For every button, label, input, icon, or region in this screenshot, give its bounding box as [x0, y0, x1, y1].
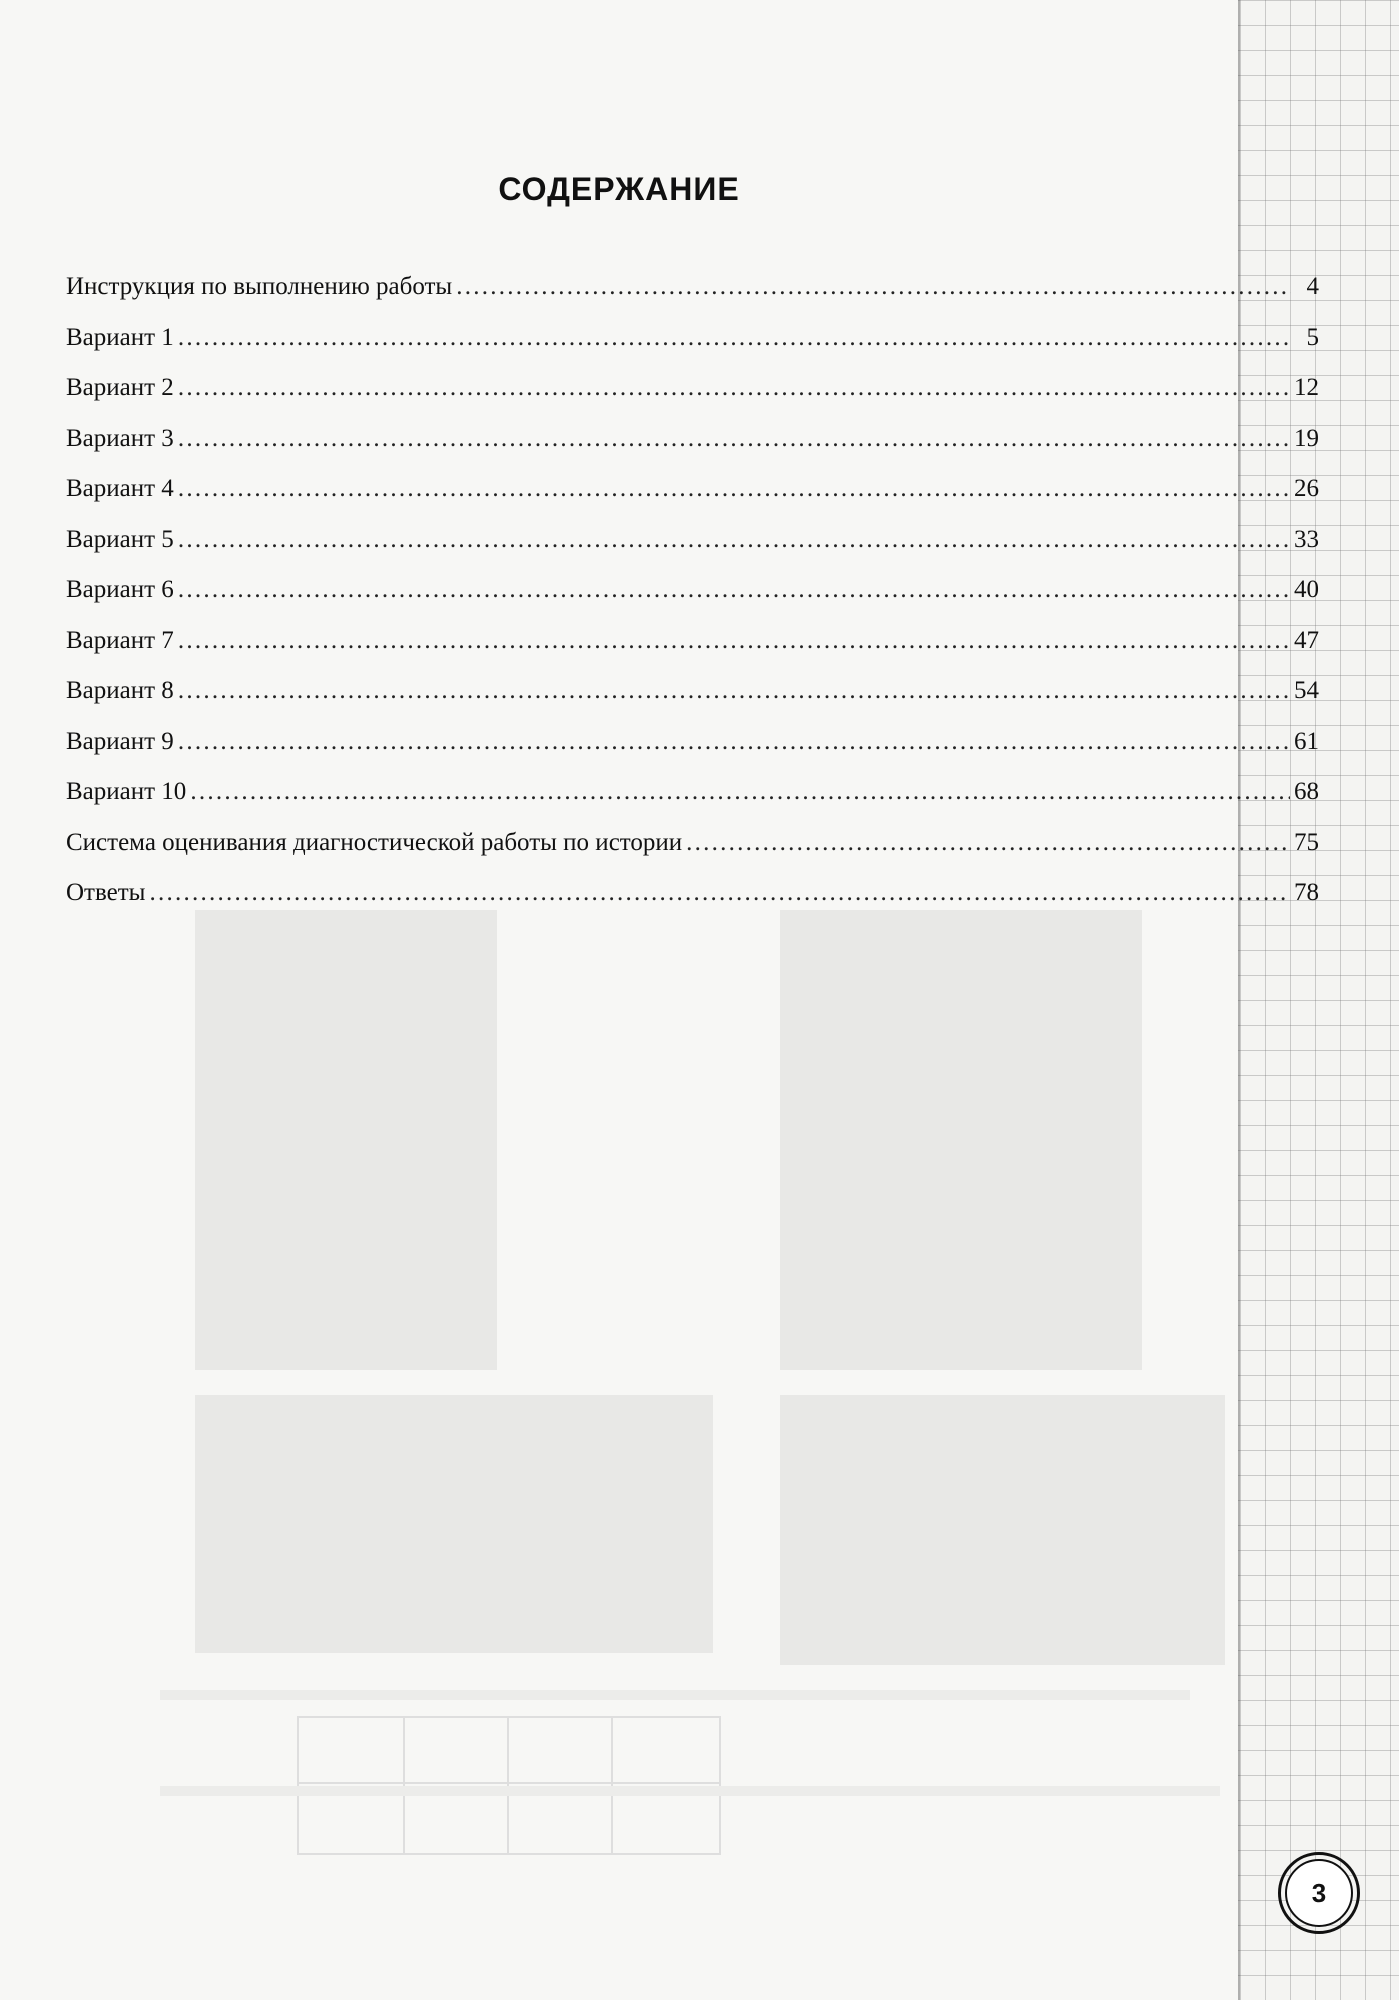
- table-of-contents: [66, 262, 1319, 919]
- bleed-through-image: [780, 910, 1142, 1370]
- toc-entry[interactable]: [66, 414, 1319, 465]
- toc-leader-dots: [178, 313, 1291, 364]
- toc-entry[interactable]: [66, 818, 1319, 869]
- toc-leader-dots: [178, 565, 1290, 616]
- toc-entry-label: Инструкция по выполнению работы: [66, 273, 453, 300]
- bleed-through-image: [195, 910, 497, 1370]
- toc-leader-dots: [686, 818, 1290, 869]
- toc-entry[interactable]: [66, 717, 1319, 768]
- toc-entry[interactable]: [66, 666, 1319, 717]
- toc-entry-label: Вариант 3: [66, 424, 174, 452]
- toc-entry-page: 5: [1306, 323, 1319, 351]
- toc-entry-page: 4: [1306, 273, 1319, 300]
- toc-entry-page: 68: [1294, 778, 1319, 805]
- toc-entry[interactable]: [66, 616, 1319, 667]
- toc-entry-label: Вариант 7: [66, 626, 174, 654]
- bleed-through-text: [160, 1690, 1190, 1700]
- toc-entry[interactable]: [66, 464, 1319, 515]
- toc-entry-page: 47: [1294, 626, 1319, 654]
- toc-entry-page: 33: [1294, 525, 1319, 553]
- toc-entry-page: 78: [1294, 879, 1319, 906]
- toc-entry-page: 75: [1294, 828, 1319, 856]
- bleed-through-image: [195, 1395, 713, 1653]
- bleed-through-image: [780, 1395, 1225, 1665]
- toc-entry[interactable]: [66, 565, 1319, 616]
- toc-leader-dots: [178, 515, 1290, 566]
- toc-leader-dots: [178, 414, 1290, 465]
- toc-leader-dots: [178, 616, 1290, 667]
- toc-entry-label: Вариант 9: [66, 727, 174, 755]
- toc-entry-label: Вариант 8: [66, 677, 174, 704]
- toc-leader-dots: [149, 868, 1290, 919]
- page-title: СОДЕРЖАНИЕ: [498, 171, 740, 208]
- toc-entry-label: Вариант 5: [66, 525, 174, 553]
- toc-entry-page: 19: [1294, 424, 1319, 452]
- page-number-badge: [1278, 1852, 1360, 1934]
- toc-entry-label: Система оценивания диагностической работы по истории: [66, 828, 683, 856]
- toc-entry[interactable]: [66, 868, 1319, 919]
- toc-entry-page: 26: [1294, 475, 1319, 502]
- toc-leader-dots: [178, 666, 1290, 717]
- toc-leader-dots: [190, 767, 1290, 818]
- toc-entry-label: Вариант 1: [66, 323, 174, 351]
- toc-entry-label: Вариант 10: [66, 778, 187, 805]
- toc-entry[interactable]: [66, 262, 1319, 313]
- toc-entry[interactable]: [66, 363, 1319, 414]
- toc-leader-dots: [456, 262, 1291, 313]
- toc-entry-label: Вариант 2: [66, 374, 174, 401]
- toc-entry-page: 61: [1294, 727, 1319, 755]
- toc-entry-page: 54: [1294, 677, 1319, 704]
- toc-entry-page: 40: [1294, 576, 1319, 603]
- toc-entry[interactable]: [66, 515, 1319, 566]
- toc-leader-dots: [178, 363, 1290, 414]
- toc-leader-dots: [178, 464, 1290, 515]
- page-number: 3: [1285, 1859, 1353, 1927]
- toc-entry[interactable]: [66, 767, 1319, 818]
- toc-entry-page: 12: [1294, 374, 1319, 401]
- toc-entry-label: Вариант 4: [66, 475, 174, 502]
- toc-entry[interactable]: [66, 313, 1319, 364]
- bleed-through-text: [160, 1786, 1220, 1796]
- toc-entry-label: Вариант 6: [66, 576, 174, 603]
- toc-entry-label: Ответы: [66, 879, 146, 906]
- toc-leader-dots: [178, 717, 1290, 768]
